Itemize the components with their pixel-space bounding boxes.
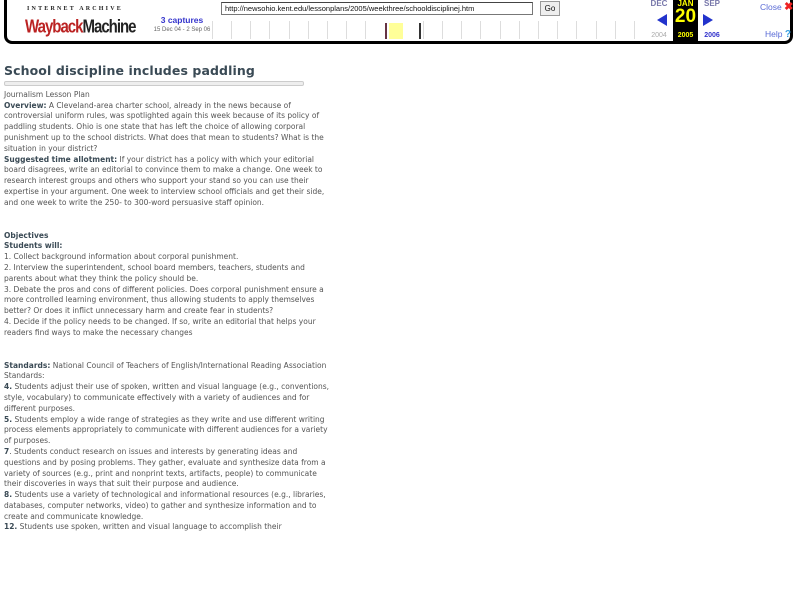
wayback-logo[interactable]	[19, 3, 136, 39]
current-year: 2005	[677, 32, 694, 39]
next-capture[interactable]	[700, 0, 724, 41]
captures-info	[142, 15, 222, 33]
time-allotment-label: Suggested time allotment:	[4, 154, 118, 164]
standard-item: 8. Students use a variety of technological and informational resources (e.g., libraries, databases, computer networks, video) to gather and synthesize information and to create and communicate knowledge.	[4, 490, 326, 521]
standards-label: Standards:	[4, 360, 51, 370]
subtitle: Journalism Lesson Plan	[4, 89, 90, 99]
standard-item: 12. Students use spoken, written and visual language to accomplish their	[4, 522, 282, 532]
current-capture	[673, 0, 698, 41]
close-label: Close	[760, 2, 782, 12]
capture-mark-2005[interactable]	[419, 23, 421, 39]
logo-machine-text: Machine	[82, 16, 136, 38]
capture-timeline[interactable]	[212, 19, 636, 40]
captures-range: 15 Dec 04 - 2 Sep 06	[153, 27, 211, 33]
overview-label: Overview:	[4, 100, 47, 110]
captures-count-link[interactable]: 3 captures	[160, 15, 204, 25]
page-title: School discipline includes paddling	[4, 63, 255, 78]
objective-item: 2. Interview the superintendent, school board members, teachers, students and parents about what they think the policy should be.	[4, 262, 305, 283]
wayback-toolbar	[4, 0, 793, 44]
go-button[interactable]: Go	[540, 1, 560, 16]
objectives-section	[4, 231, 334, 339]
students-will-label: Students will:	[4, 241, 63, 251]
current-month: JAN	[677, 0, 694, 8]
internet-archive-label: INTERNET ARCHIVE	[27, 6, 123, 12]
close-button[interactable]	[760, 0, 793, 13]
logo-wayback-text: Wayback	[25, 16, 83, 38]
prev-arrow-icon[interactable]	[657, 14, 667, 26]
standard-item: 4. Students adjust their use of spoken, written and visual language (e.g., conventions, style, vocabulary) to communicate effectively with a variety of audiences and for different purposes.	[4, 382, 330, 413]
current-day: 20	[674, 6, 697, 27]
next-year: 2006	[704, 32, 720, 39]
standard-item: 7. Students conduct research on issues and interests by generating ideas and questions and by posing problems. They gather, evaluate and synthesize data from a variety of sources (e.g., print and nonprint texts, artifacts, people) to communicate their discoveries in ways that suit their purpose and audience.	[4, 446, 326, 489]
overview-paragraph: Overview: A Cleveland-area charter school, already in the news because of controversial uniform rules, was spotlighted again this week because of its policy of paddling students. Ohio is one state that has left the choice of allowing corporal punishment up to the school districts. What does that mean to students? What is the situation in your district?	[4, 100, 324, 153]
capture-mark-dec-2004[interactable]	[385, 23, 387, 39]
help-icon: ?	[784, 29, 791, 40]
objective-item: 4. Decide if the policy needs to be changed. If so, write an editorial that helps your readers find ways to make the necessary changes	[4, 316, 316, 337]
help-button[interactable]	[765, 29, 791, 40]
standard-item: 5. Students employ a wide range of strategies as they write and use different writing process elements appropriately to communicate with different audiences for a variety of purposes.	[4, 414, 328, 446]
close-icon: ✖	[784, 1, 794, 13]
title-divider	[4, 81, 304, 86]
prev-month: DEC	[650, 0, 668, 8]
standards-section: Standards: National Council of Teachers of English/International Reading Association Standards: 4. Students adjust their use of spoken, written and visual language (e.g., conventions, style, vocabulary) to communicate effectively with a variety of audiences and for different purposes. 5. Students employ a wide range of strategies as they write and use different writing process elements appropriately to communicate with different audiences for a variety of purposes. 7. Students conduct research on issues and interests by generating ideas and questions and by posing problems. They gather, evaluate and synthesize data from a variety of sources (e.g., print and nonprint texts, artifacts, people) to communicate their discoveries in ways that suit their purpose and audience. 8. Students use a variety of technological and informational resources (e.g., libraries, databases, computer networks, video) to gather and synthesize information and to create and communicate knowledge. 12. Students use spoken, written and visual language to accomplish their	[4, 361, 334, 534]
help-label: Help	[765, 29, 783, 39]
current-year-highlight	[389, 23, 403, 39]
next-month: SEP	[703, 0, 720, 8]
objective-item: 1. Collect background information about corporal punishment.	[4, 252, 239, 262]
url-input[interactable]	[221, 2, 533, 15]
article	[4, 63, 334, 533]
objective-item: 3. Debate the pros and cons of different policies. Does corporal punishment ensure a more controlled learning environment, thus allowing students to apply themselves better? Or does it inflict unnecessary harm and create fear in students?	[4, 284, 324, 316]
prev-year: 2004	[651, 32, 667, 39]
objectives-heading: Objectives	[4, 230, 49, 240]
time-allotment-paragraph: Suggested time allotment: If your district has a policy with which your editorial board disagrees, write an editorial to convince them to make a change. One week to research interest groups and others who support your stand so you can use their expertise in your argument. One week to interview school officials and get their side, and one week to write the 250- to 300-word persuasive staff opinion.	[4, 154, 325, 207]
